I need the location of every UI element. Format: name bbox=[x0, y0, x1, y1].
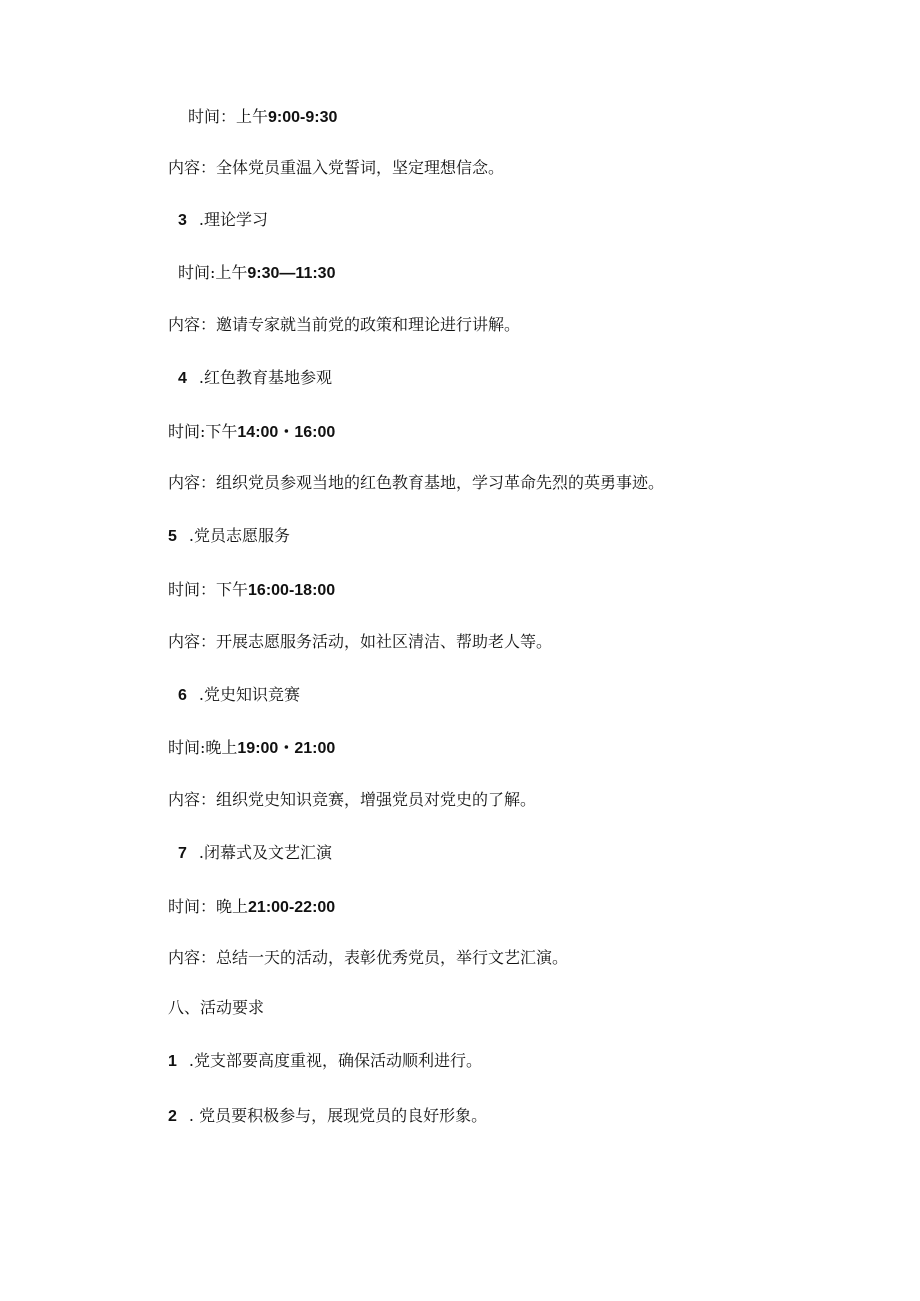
schedule-content-line: 内容：组织党史知识竞赛，增强党员对党史的了解。 bbox=[168, 790, 537, 809]
schedule-time-line: 时间：上午9:00-9:30 bbox=[188, 107, 338, 126]
schedule-content-line: 内容：组织党员参观当地的红色教育基地，学习革命先烈的英勇事迹。 bbox=[168, 473, 665, 492]
schedule-content-line: 内容：总结一天的活动，表彰优秀党员，举行文艺汇演。 bbox=[168, 948, 569, 967]
schedule-content-line: 内容：邀请专家就当前党的政策和理论进行讲解。 bbox=[168, 315, 521, 334]
schedule-content-line: 内容：开展志愿服务活动，如社区清洁、帮助老人等。 bbox=[168, 632, 553, 651]
section-heading: 5 .党员志愿服务 bbox=[168, 526, 290, 545]
section-title-requirements: 八、活动要求 bbox=[168, 998, 265, 1017]
requirement-item: 2 . 党员要积极参与，展现党员的良好形象。 bbox=[168, 1106, 488, 1125]
schedule-time-line: 时间:晚上19:00・21:00 bbox=[168, 738, 336, 757]
section-heading: 6 .党史知识竞赛 bbox=[178, 685, 300, 704]
schedule-time-line: 时间：晚上21:00-22:00 bbox=[168, 897, 336, 916]
schedule-time-line: 时间:上午9:30—11:30 bbox=[178, 263, 336, 282]
section-heading: 7 .闭幕式及文艺汇演 bbox=[178, 843, 332, 862]
schedule-time-line: 时间：下午16:00-18:00 bbox=[168, 580, 336, 599]
schedule-time-line: 时间:下午14:00・16:00 bbox=[168, 422, 336, 441]
schedule-content-line: 内容：全体党员重温入党誓词，坚定理想信念。 bbox=[168, 158, 505, 177]
section-heading: 3 .理论学习 bbox=[178, 210, 268, 229]
section-heading: 4 .红色教育基地参观 bbox=[178, 368, 332, 387]
requirement-item: 1 .党支部要高度重视，确保活动顺利进行。 bbox=[168, 1051, 482, 1070]
